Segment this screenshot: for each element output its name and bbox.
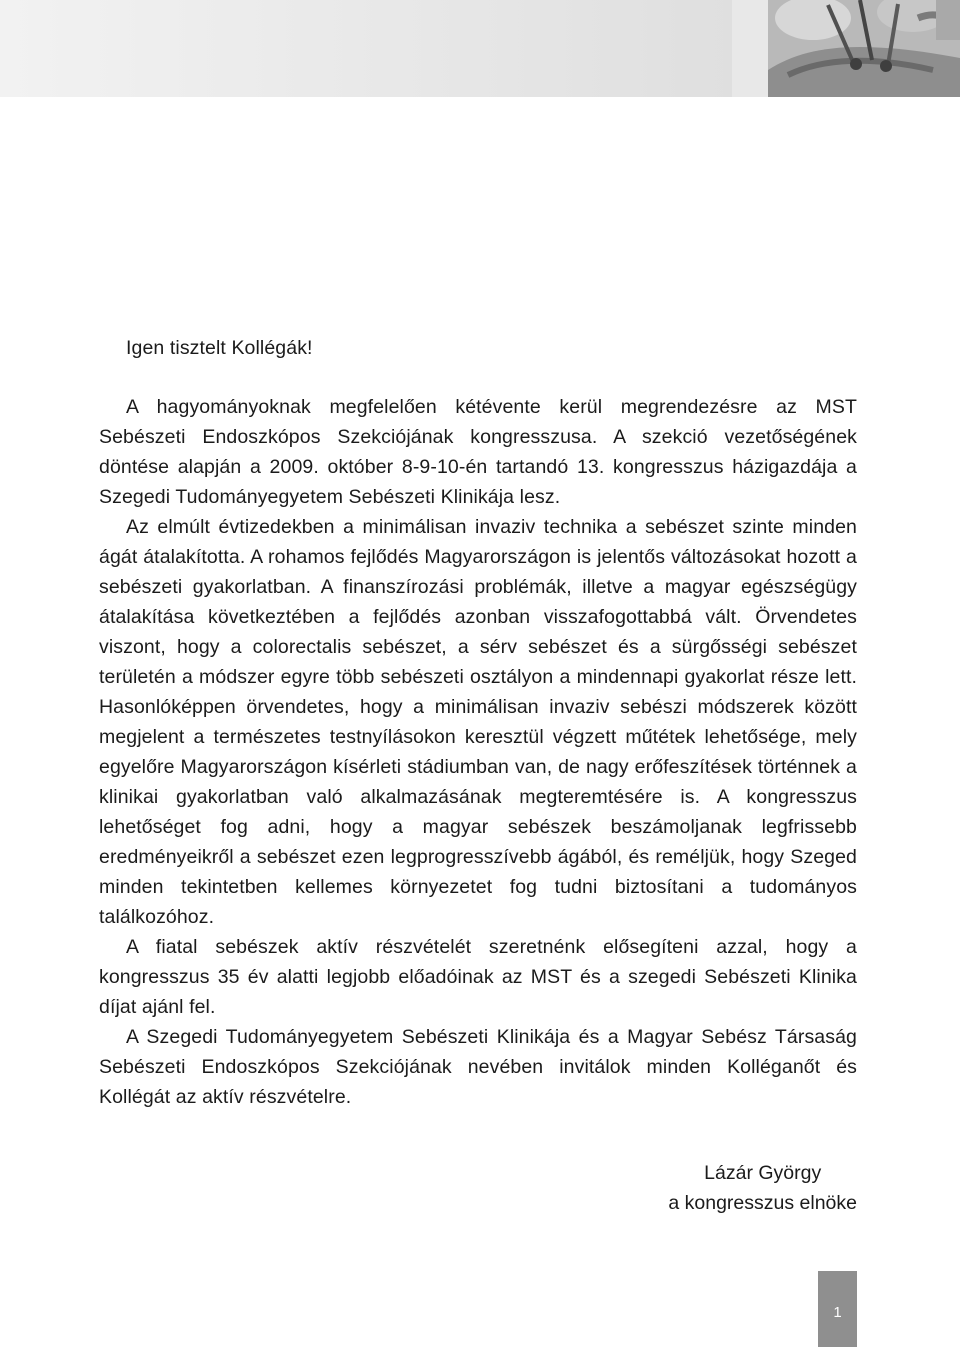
letter-paragraph: A fiatal sebészek aktív részvételét szeretnénk elősegíteni azzal, hogy a kongresszus 35 év alatti legjobb előadóinak az MST és a szegedi Sebészeti Klinika díjat ajánl fel. — [99, 936, 857, 1018]
letter-paragraph: A Szegedi Tudományegyetem Sebészeti Klinikája és a Magyar Sebész Társaság Sebészeti Endoszkópos Szekciójának nevében invitálok minden Kolléganőt és Kollégát az aktív részvételre. — [99, 1026, 857, 1108]
letter-body — [99, 333, 857, 1112]
header-separator — [732, 0, 768, 97]
signature-block — [668, 1158, 857, 1218]
page-number: 1 — [833, 1304, 842, 1321]
surgery-photo-icon — [768, 0, 960, 97]
signature-name: Lázár György — [704, 1162, 822, 1184]
letter-paragraph: A hagyományoknak megfelelően kétévente kerül megrendezésre az MST Sebészeti Endoszkópos Szekciójának kongresszusa. A szekció vezetőségének döntése alapján a 2009. október 8-9-10-én tartandó 13. kongresszus házigazdája a Szegedi Tudományegyetem Sebészeti Klinikája lesz. — [99, 396, 857, 508]
letter-paragraph: Az elmúlt évtizedekben a minimálisan invaziv technika a sebészet szinte minden ágát átalakította. A rohamos fejlődés Magyarországon is jelentős változásokat hozott a sebészeti gyakorlatban. A finanszírozási problémák, illetve a magyar egészségügy átalakítása következtében a fejlődés azonban visszafogottabbá vált. Örvendetes viszont, hogy a colorectalis sebészet, a sérv sebészet és a sürgősségi sebészet területén a módszer egyre több sebészeti osztályon a mindennapi gyakorlat része lett. Hasonlóképpen örvendetes, hogy a minimálisan invaziv sebészi módszerek között megjelent a természetes testnyílásokon keresztül végzett műtétek lehetősége, mely egyelőre Magyarországon kísérleti stádiumban van, de nagy erőfeszítések történnek a klinikai gyakorlatban való alkalmazásának megteremtésére is. A kongresszus lehetőséget fog adni, hogy a magyar sebészek beszámoljanak legfrissebb eredményeikről a sebészet ezen legprogresszívebb ágából, és reméljük, hogy Szeged minden tekintetben kellemes környezetet fog tudni biztosítani a tudományos találkozóhoz. — [99, 516, 857, 928]
greeting: Igen tisztelt Kollégák! — [126, 337, 313, 359]
page-number-badge — [818, 1271, 857, 1347]
signature-title: a kongresszus elnöke — [668, 1192, 857, 1214]
